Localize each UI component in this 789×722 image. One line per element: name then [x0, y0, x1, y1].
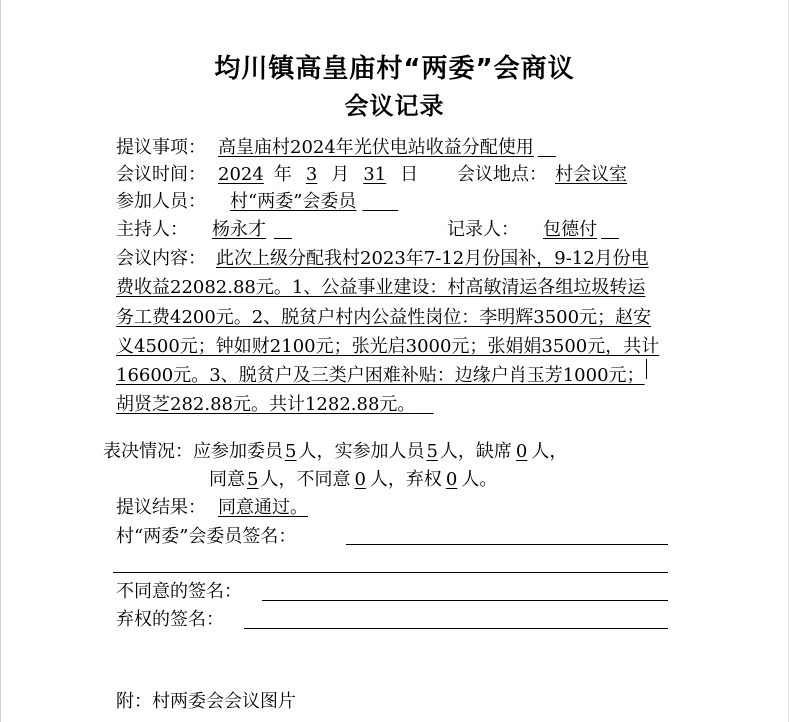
meeting-place-value: 村会议室 — [555, 164, 627, 185]
person-unit: 人 — [298, 441, 317, 462]
result-row — [116, 496, 314, 520]
recorder-value: 包德付 — [543, 219, 597, 240]
disagree-label: ，不同意 — [278, 469, 351, 490]
vote-label: 表决情况： — [103, 441, 193, 462]
host-row — [116, 218, 292, 242]
recorder-row — [447, 218, 619, 242]
meeting-year: 2024 — [218, 164, 264, 185]
month-unit: 月 — [331, 164, 350, 185]
actual-label: ，实参加人员 — [316, 441, 425, 462]
members-signature-label: 村“两委”会委员签名： — [116, 526, 297, 547]
end-period: 。 — [479, 469, 498, 490]
year-unit: 年 — [273, 164, 292, 185]
person-unit: 人 — [531, 441, 550, 462]
disagree-signature-line[interactable] — [262, 600, 668, 601]
appendix-note: 附：村两委会会议图片 — [116, 691, 296, 712]
members-signature-line[interactable] — [346, 544, 668, 545]
attendees-row — [116, 190, 398, 214]
disagree-signature-label: 不同意的签名： — [116, 581, 242, 602]
result-value: 同意通过。 — [218, 497, 308, 518]
meeting-month: 3 — [305, 164, 318, 185]
actual-count: 5 — [426, 441, 438, 462]
day-unit: 日 — [400, 164, 419, 185]
proposal-label: 提议事项： — [116, 137, 206, 158]
meeting-place-row — [457, 163, 633, 187]
disagree-count: 0 — [354, 469, 366, 490]
proposal-value: 高皇庙村2024年光伏电站收益分配使用 — [218, 137, 534, 158]
should-attend-label: 应参加委员 — [193, 441, 283, 462]
agree-count: 5 — [247, 469, 259, 490]
abstain-signature-line[interactable] — [244, 628, 668, 629]
members-signature-line-2[interactable] — [113, 572, 668, 573]
document-subtitle: 会议记录 — [344, 92, 445, 120]
should-attend-count: 5 — [285, 441, 297, 462]
text-cursor — [646, 359, 647, 381]
absent-label: ，缺席 — [457, 441, 512, 462]
attendees-label: 参加人员： — [116, 191, 206, 212]
attendees-value: 村“两委”会委员 — [230, 191, 357, 212]
person-unit: 人 — [461, 469, 480, 490]
meeting-day: 31 — [363, 164, 387, 185]
vote-row-2 — [209, 468, 497, 492]
abstain-signature-label: 弃权的签名： — [116, 609, 224, 630]
content-text: 此次上级分配我村2023年7-12月份国补，9-12月份电费收益22082.88元。1、公益事业建设：村高敏清运各组垃圾转运务工费4200元。2、脱贫户村内公益性岗位：李明辉3500元；赵安义4500元；钟如财2100元；张光启3000元；张娟娟3500元，共计16600元。3、脱贫户及三类户困难补贴：边缘户肖玉芳1000元；胡贤芝282.88元。共计1282.88元。 — [116, 248, 660, 416]
abstain-label: ，弃权 — [387, 469, 442, 490]
person-unit: 人 — [439, 441, 458, 462]
absent-count: 0 — [515, 441, 528, 462]
meeting-place-label: 会议地点： — [457, 164, 547, 185]
recorder-label: 记录人： — [447, 219, 519, 240]
content-label: 会议内容： — [116, 248, 206, 269]
person-unit: 人 — [260, 469, 279, 490]
proposal-row — [116, 136, 556, 160]
document-title: 均川镇高皇庙村“两委”会商议 — [214, 54, 575, 84]
result-label: 提议结果： — [116, 497, 206, 518]
host-value: 杨永才 — [212, 219, 266, 240]
abstain-count: 0 — [445, 469, 458, 490]
meeting-time-row — [116, 163, 424, 187]
agree-label: 同意 — [209, 469, 245, 490]
meeting-time-label: 会议时间： — [116, 164, 206, 185]
meeting-content — [116, 244, 662, 420]
host-label: 主持人： — [116, 219, 188, 240]
end-comma: ， — [549, 441, 568, 462]
person-unit: 人 — [369, 469, 388, 490]
vote-row-1 — [103, 440, 567, 464]
